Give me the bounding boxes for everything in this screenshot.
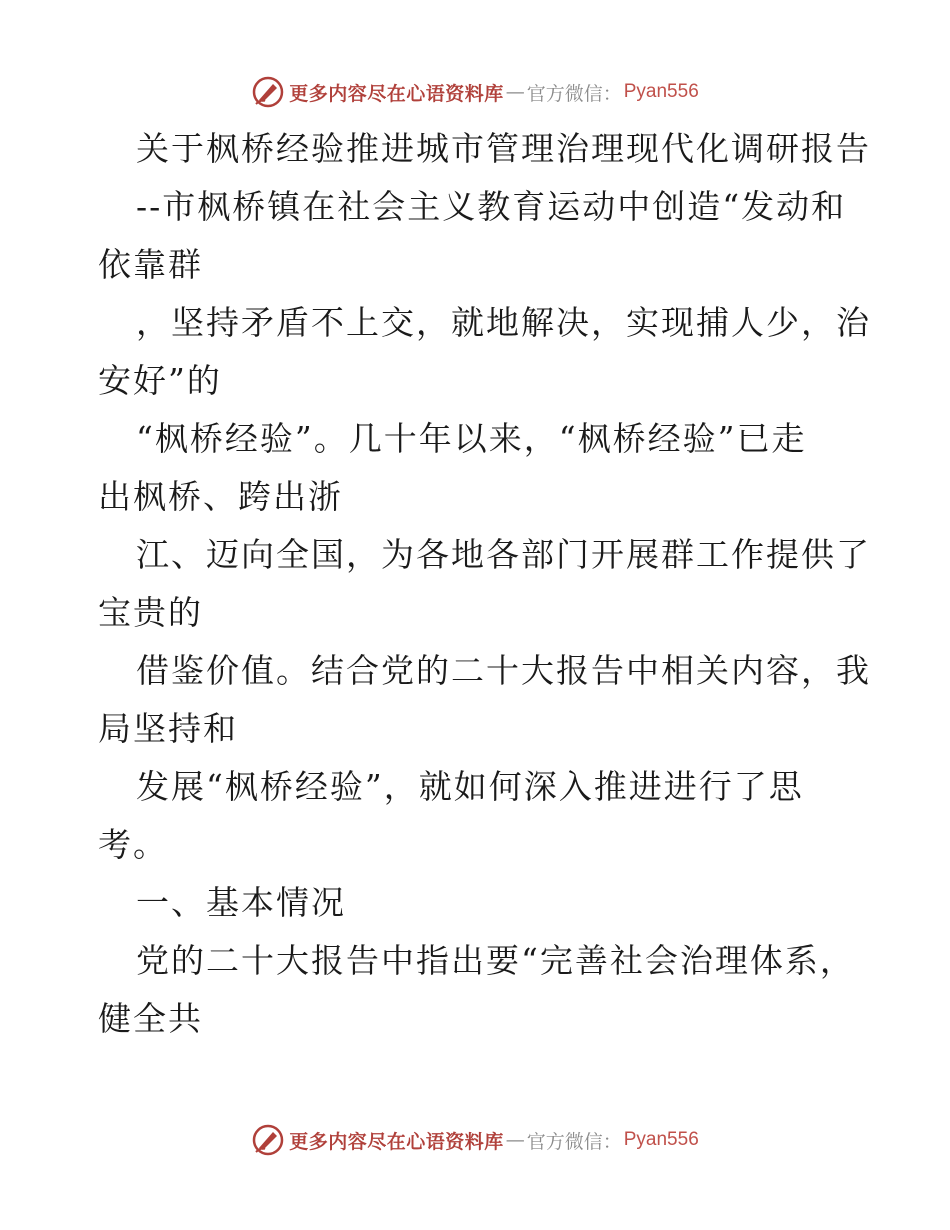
text-line: 安好”的 [98, 361, 222, 400]
text-line: 江、迈向全国，为各地各部门开展群工作提供了 [136, 535, 871, 574]
section-heading: 一、基本情况 [136, 883, 346, 922]
document-body [98, 120, 871, 1048]
banner-separator: — [505, 1129, 525, 1151]
text-line: 考。 [98, 825, 168, 864]
text-line: 健全共 [98, 999, 203, 1038]
pen-logo-icon [251, 1123, 285, 1157]
document-title: 关于枫桥经验推进城市管理治理现代化调研报告 [136, 129, 871, 168]
text-line: --市枫桥镇在社会主义教育运动中创造“发动和 [136, 187, 847, 226]
text-line: 出枫桥、跨出浙 [98, 477, 343, 516]
header-watermark-banner [0, 72, 950, 112]
footer-watermark-banner [0, 1120, 950, 1160]
banner-label: 官方微信： [526, 1130, 622, 1153]
text-line: ，坚持矛盾不上交，就地解决，实现捕人少，治 [136, 303, 871, 342]
pen-logo-icon [251, 75, 285, 109]
text-line: 局坚持和 [98, 709, 238, 748]
banner-wechat-id: Pyan556 [623, 1129, 699, 1150]
text-line: 借鉴价值。结合党的二十大报告中相关内容，我 [136, 651, 871, 690]
banner-title: 更多内容尽在心语资料库 [289, 1130, 504, 1153]
text-line: 党的二十大报告中指出要“完善社会治理体系， [136, 941, 855, 980]
banner-separator: — [505, 81, 525, 103]
banner-title: 更多内容尽在心语资料库 [289, 82, 504, 105]
text-line: “枫桥经验”。几十年以来，“枫桥经验”已走 [136, 419, 807, 458]
banner-label: 官方微信： [526, 82, 622, 105]
text-line: 依靠群 [98, 245, 203, 284]
text-line: 发展“枫桥经验”，就如何深入推进进行了思 [136, 767, 804, 806]
banner-wechat-id: Pyan556 [623, 81, 699, 102]
text-line: 宝贵的 [98, 593, 203, 632]
